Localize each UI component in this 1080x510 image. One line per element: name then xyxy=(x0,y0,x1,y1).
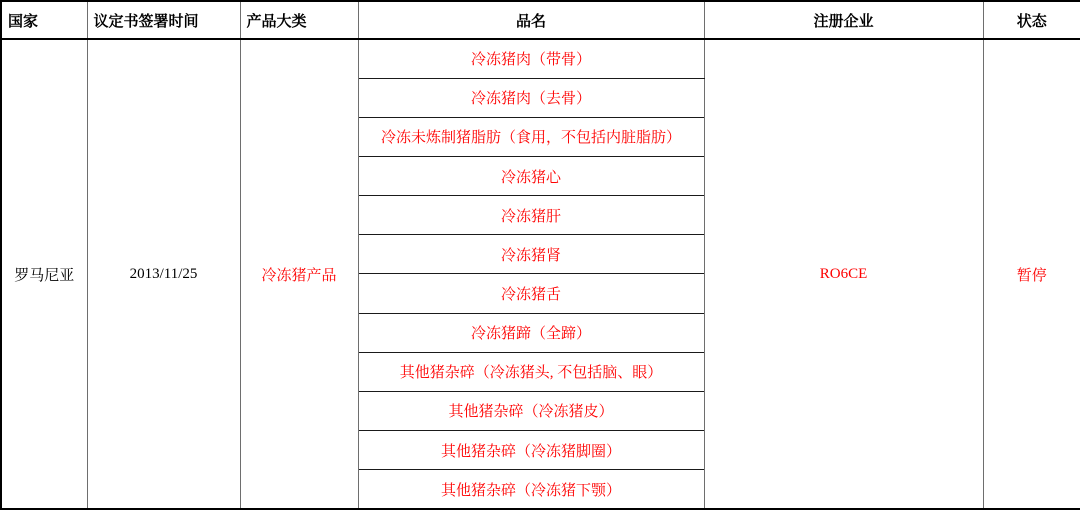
product-name-cell: 其他猪杂碎（冷冻猪皮） xyxy=(358,391,704,430)
product-name-cell: 其他猪杂碎（冷冻猪脚圈） xyxy=(358,431,704,470)
table-header-row xyxy=(1,1,1080,39)
product-name-cell: 其他猪杂碎（冷冻猪下颚） xyxy=(358,470,704,509)
product-name-cell: 冷冻猪肝 xyxy=(358,196,704,235)
header-protocol-date: 议定书签署时间 xyxy=(87,1,240,39)
category-cell: 冷冻猪产品 xyxy=(240,39,358,509)
product-name-cell: 冷冻猪心 xyxy=(358,156,704,195)
product-name-cell: 冷冻猪蹄（全蹄） xyxy=(358,313,704,352)
country-cell: 罗马尼亚 xyxy=(1,39,87,509)
header-registered-enterprise: 注册企业 xyxy=(704,1,983,39)
product-name-cell: 其他猪杂碎（冷冻猪头, 不包括脑、眼） xyxy=(358,352,704,391)
product-name-cell: 冷冻猪肉（带骨） xyxy=(358,39,704,78)
product-name-cell: 冷冻猪肉（去骨） xyxy=(358,78,704,117)
registered-enterprise-cell: RO6CE xyxy=(704,39,983,509)
protocol-date-cell: 2013/11/25 xyxy=(87,39,240,509)
product-name-cell: 冷冻猪肾 xyxy=(358,235,704,274)
header-country: 国家 xyxy=(1,1,87,39)
header-status: 状态 xyxy=(983,1,1080,39)
table-row xyxy=(1,39,1080,78)
product-name-cell: 冷冻未炼制猪脂肪（食用，不包括内脏脂肪） xyxy=(358,117,704,156)
product-name-cell: 冷冻猪舌 xyxy=(358,274,704,313)
header-category: 产品大类 xyxy=(240,1,358,39)
status-cell: 暂停 xyxy=(983,39,1080,509)
header-product-name: 品名 xyxy=(358,1,704,39)
